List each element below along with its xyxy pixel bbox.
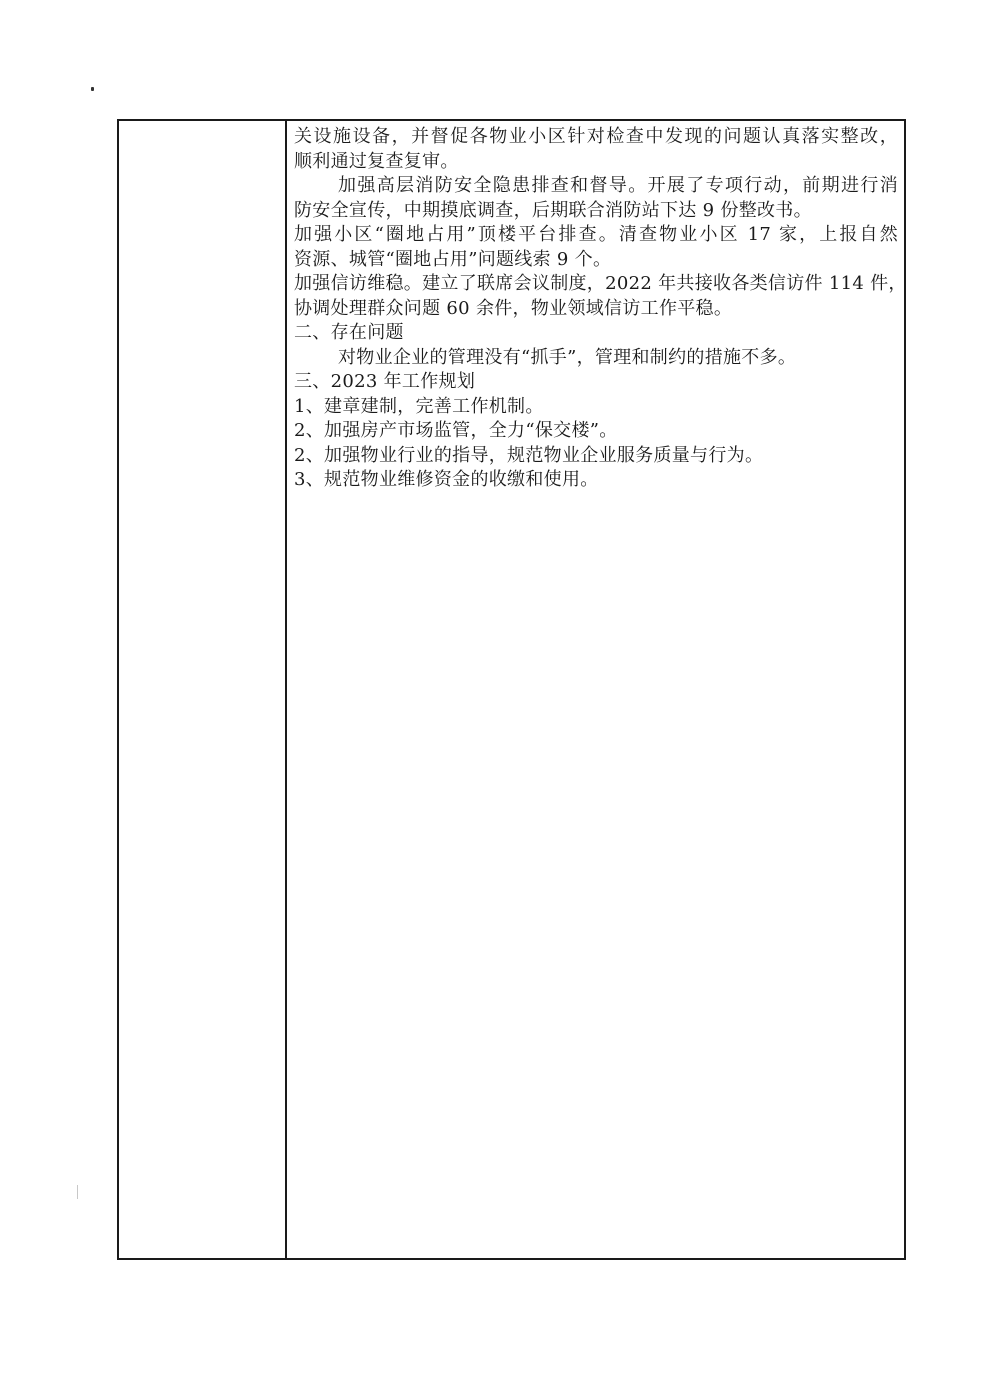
plan-item: 2、加强物业行业的指导，规范物业企业服务质量与行为。	[294, 444, 764, 466]
text-line: 对物业企业的管理没有“抓手”，管理和制约的措施不多。	[338, 346, 797, 368]
section-heading: 三、2023 年工作规划	[294, 371, 476, 392]
content-cell	[287, 121, 907, 1258]
scan-artifact-mark	[77, 1185, 78, 1199]
form-table	[117, 119, 906, 1260]
text-line: 协调处理群众问题 60 余件，物业领域信访工作平稳。	[294, 297, 733, 319]
section-heading: 二、存在问题	[294, 322, 404, 343]
text-line: 关设施设备，并督促各物业小区针对检查中发现的问题认真落实整改，	[294, 126, 898, 147]
text-line: 加强高层消防安全隐患排查和督导。开展了专项行动，前期进行消	[338, 175, 898, 196]
scan-artifact-dot	[91, 87, 94, 91]
label-cell	[119, 121, 287, 1258]
plan-item: 3、规范物业维修资金的收缴和使用。	[294, 469, 599, 490]
text-line: 资源、城管“圈地占用”问题线索 9 个。	[294, 248, 612, 270]
text-line: 顺利通过复查复审。	[294, 150, 459, 172]
text-line: 加强小区“圈地占用”顶楼平台排查。清查物业小区 17 家，上报自然	[294, 224, 898, 245]
plan-item: 1、建章建制，完善工作机制。	[294, 395, 544, 417]
text-line: 防安全宣传，中期摸底调查，后期联合消防站下达 9 份整改书。	[294, 199, 812, 221]
text-line: 加强信访维稳。建立了联席会议制度，2022 年共接收各类信访件 114 件，	[294, 273, 907, 294]
plan-item: 2、加强房产市场监管，全力“保交楼”。	[294, 420, 618, 441]
